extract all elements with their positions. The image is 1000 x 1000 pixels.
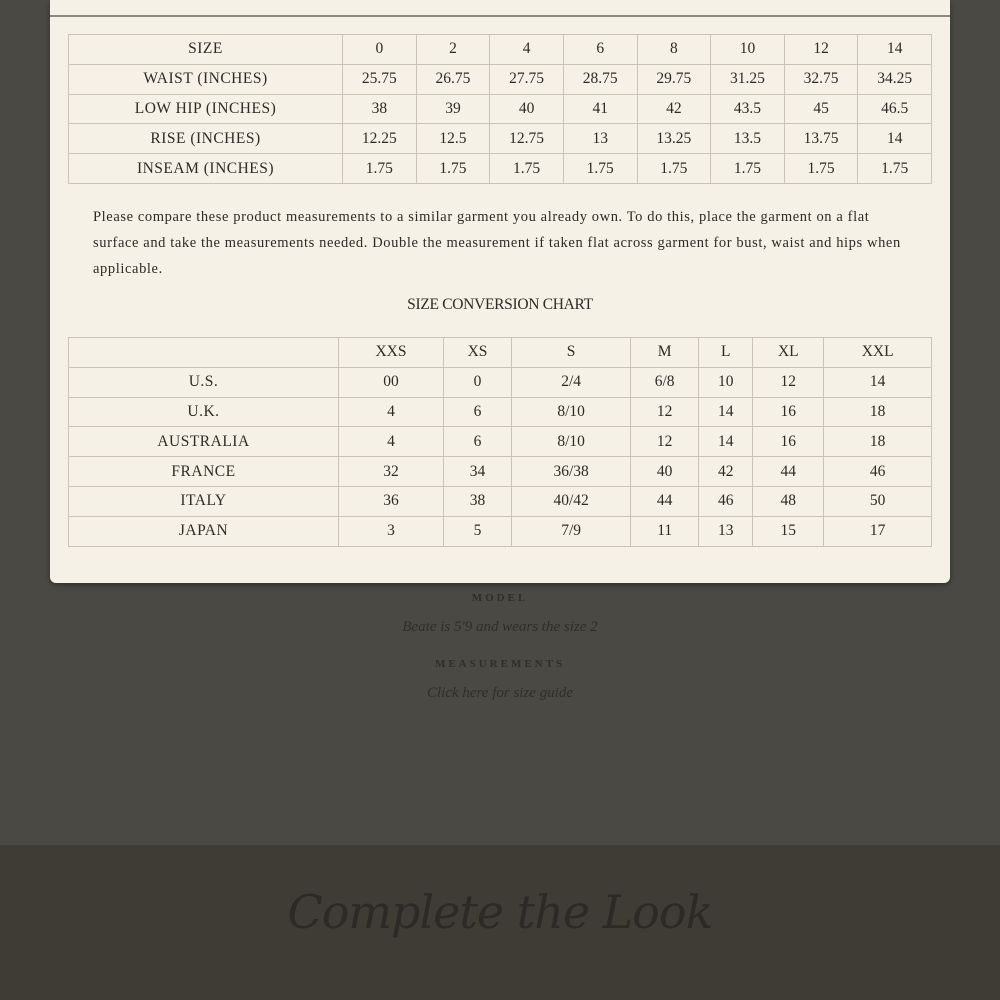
table-row-label: LOW HIP (INCHES): [69, 94, 343, 124]
table-cell: 45: [784, 94, 858, 124]
conversion-chart-title: SIZE CONVERSION CHART: [407, 296, 593, 313]
table-header-cell: 0: [343, 35, 417, 65]
table-cell: 42: [637, 94, 711, 124]
table-row-label: ITALY: [69, 486, 339, 516]
measurements-table: [68, 34, 932, 184]
table-cell: 1.75: [784, 154, 858, 184]
size-guide-modal: [50, 0, 950, 583]
table-cell: 25.75: [343, 64, 417, 94]
table-cell: 12.25: [343, 124, 417, 154]
table-cell: 34.25: [858, 64, 932, 94]
table-cell: 14: [699, 397, 753, 427]
table-cell: 29.75: [637, 64, 711, 94]
table-cell: 16: [753, 397, 824, 427]
measurements-heading: MEASUREMENTS: [434, 658, 566, 670]
table-cell: 46: [824, 457, 932, 487]
table-cell: 41: [563, 94, 637, 124]
table-cell: 8/10: [512, 397, 631, 427]
table-header-cell: 8: [637, 35, 711, 65]
table-row: [69, 154, 932, 184]
table-cell: 34: [443, 457, 511, 487]
table-cell: 40/42: [512, 486, 631, 516]
table-cell: 46.5: [858, 94, 932, 124]
table-cell: 1.75: [343, 154, 417, 184]
table-cell: 5: [443, 516, 511, 546]
table-cell: 28.75: [563, 64, 637, 94]
table-cell: 42: [699, 457, 753, 487]
table-row: [69, 64, 932, 94]
table-cell: 12: [631, 397, 699, 427]
table-cell: 12.5: [416, 124, 490, 154]
table-cell: 8/10: [512, 427, 631, 457]
table-cell: 18: [824, 397, 932, 427]
table-row: [69, 457, 932, 487]
table-cell: 12: [631, 427, 699, 457]
table-cell: 13.75: [784, 124, 858, 154]
table-cell: 48: [753, 486, 824, 516]
table-cell: 6: [443, 427, 511, 457]
table-cell: 17: [824, 516, 932, 546]
table-cell: 6/8: [631, 367, 699, 397]
table-header-row: [69, 338, 932, 368]
table-cell: 6: [443, 397, 511, 427]
table-row-label: U.S.: [69, 367, 339, 397]
table-cell: 50: [824, 486, 932, 516]
table-cell: 16: [753, 427, 824, 457]
table-header-cell: S: [512, 338, 631, 368]
table-header-cell: XL: [753, 338, 824, 368]
table-header-cell: [69, 338, 339, 368]
table-row-label: U.K.: [69, 397, 339, 427]
table-cell: 44: [631, 486, 699, 516]
table-cell: 3: [339, 516, 444, 546]
table-row: [69, 397, 932, 427]
table-cell: 1.75: [637, 154, 711, 184]
table-cell: 1.75: [858, 154, 932, 184]
table-header-cell: 14: [858, 35, 932, 65]
table-cell: 46: [699, 486, 753, 516]
table-header-cell: SIZE: [69, 35, 343, 65]
table-cell: 12.75: [490, 124, 564, 154]
table-cell: 31.25: [711, 64, 785, 94]
table-cell: 36: [339, 486, 444, 516]
table-cell: 32: [339, 457, 444, 487]
table-row-label: RISE (INCHES): [69, 124, 343, 154]
model-description: Beate is 5'9 and wears the size 2: [402, 619, 598, 635]
table-header-cell: 2: [416, 35, 490, 65]
table-cell: 00: [339, 367, 444, 397]
table-header-row: [69, 35, 932, 65]
table-cell: 10: [699, 367, 753, 397]
table-row-label: INSEAM (INCHES): [69, 154, 343, 184]
table-row-label: FRANCE: [69, 457, 339, 487]
table-header-cell: 10: [711, 35, 785, 65]
table-row-label: JAPAN: [69, 516, 339, 546]
table-row: [69, 94, 932, 124]
table-cell: 12: [753, 367, 824, 397]
table-row-label: AUSTRALIA: [69, 427, 339, 457]
table-cell: 27.75: [490, 64, 564, 94]
table-cell: 14: [699, 427, 753, 457]
modal-top-rule: [50, 15, 950, 17]
size-guide-link[interactable]: Click here for size guide: [426, 685, 574, 701]
size-conversion-table: [68, 337, 932, 547]
table-cell: 1.75: [490, 154, 564, 184]
table-cell: 26.75: [416, 64, 490, 94]
table-cell: 1.75: [711, 154, 785, 184]
table-cell: 15: [753, 516, 824, 546]
table-cell: 39: [416, 94, 490, 124]
table-row: [69, 516, 932, 546]
table-row-label: WAIST (INCHES): [69, 64, 343, 94]
table-cell: 13: [699, 516, 753, 546]
table-header-cell: XXS: [339, 338, 444, 368]
table-cell: 4: [339, 397, 444, 427]
table-row: [69, 367, 932, 397]
table-cell: 36/38: [512, 457, 631, 487]
table-cell: 7/9: [512, 516, 631, 546]
table-cell: 11: [631, 516, 699, 546]
table-cell: 44: [753, 457, 824, 487]
table-header-cell: 12: [784, 35, 858, 65]
table-cell: 38: [443, 486, 511, 516]
table-cell: 2/4: [512, 367, 631, 397]
table-cell: 13.25: [637, 124, 711, 154]
table-cell: 18: [824, 427, 932, 457]
table-cell: 13.5: [711, 124, 785, 154]
model-heading: MODEL: [471, 592, 529, 604]
table-cell: 14: [858, 124, 932, 154]
table-cell: 32.75: [784, 64, 858, 94]
table-cell: 14: [824, 367, 932, 397]
table-cell: 40: [490, 94, 564, 124]
table-header-cell: 6: [563, 35, 637, 65]
table-header-cell: M: [631, 338, 699, 368]
table-header-cell: XS: [443, 338, 511, 368]
table-cell: 13: [563, 124, 637, 154]
table-cell: 0: [443, 367, 511, 397]
table-cell: 38: [343, 94, 417, 124]
table-row: [69, 124, 932, 154]
table-row: [69, 427, 932, 457]
table-header-cell: 4: [490, 35, 564, 65]
table-cell: 40: [631, 457, 699, 487]
table-row: [69, 486, 932, 516]
table-cell: 4: [339, 427, 444, 457]
table-cell: 43.5: [711, 94, 785, 124]
table-cell: 1.75: [416, 154, 490, 184]
measurement-instructions: Please compare these product measurements to a similar garment you already own. To do this, place the garment on a flat surface and take the measurements needed. Double the measurement if taken flat across garment for bust, waist and hips when applicable.: [93, 209, 901, 277]
complete-the-look-heading: Complete the Look: [287, 885, 713, 939]
table-header-cell: XXL: [824, 338, 932, 368]
table-header-cell: L: [699, 338, 753, 368]
table-cell: 1.75: [563, 154, 637, 184]
